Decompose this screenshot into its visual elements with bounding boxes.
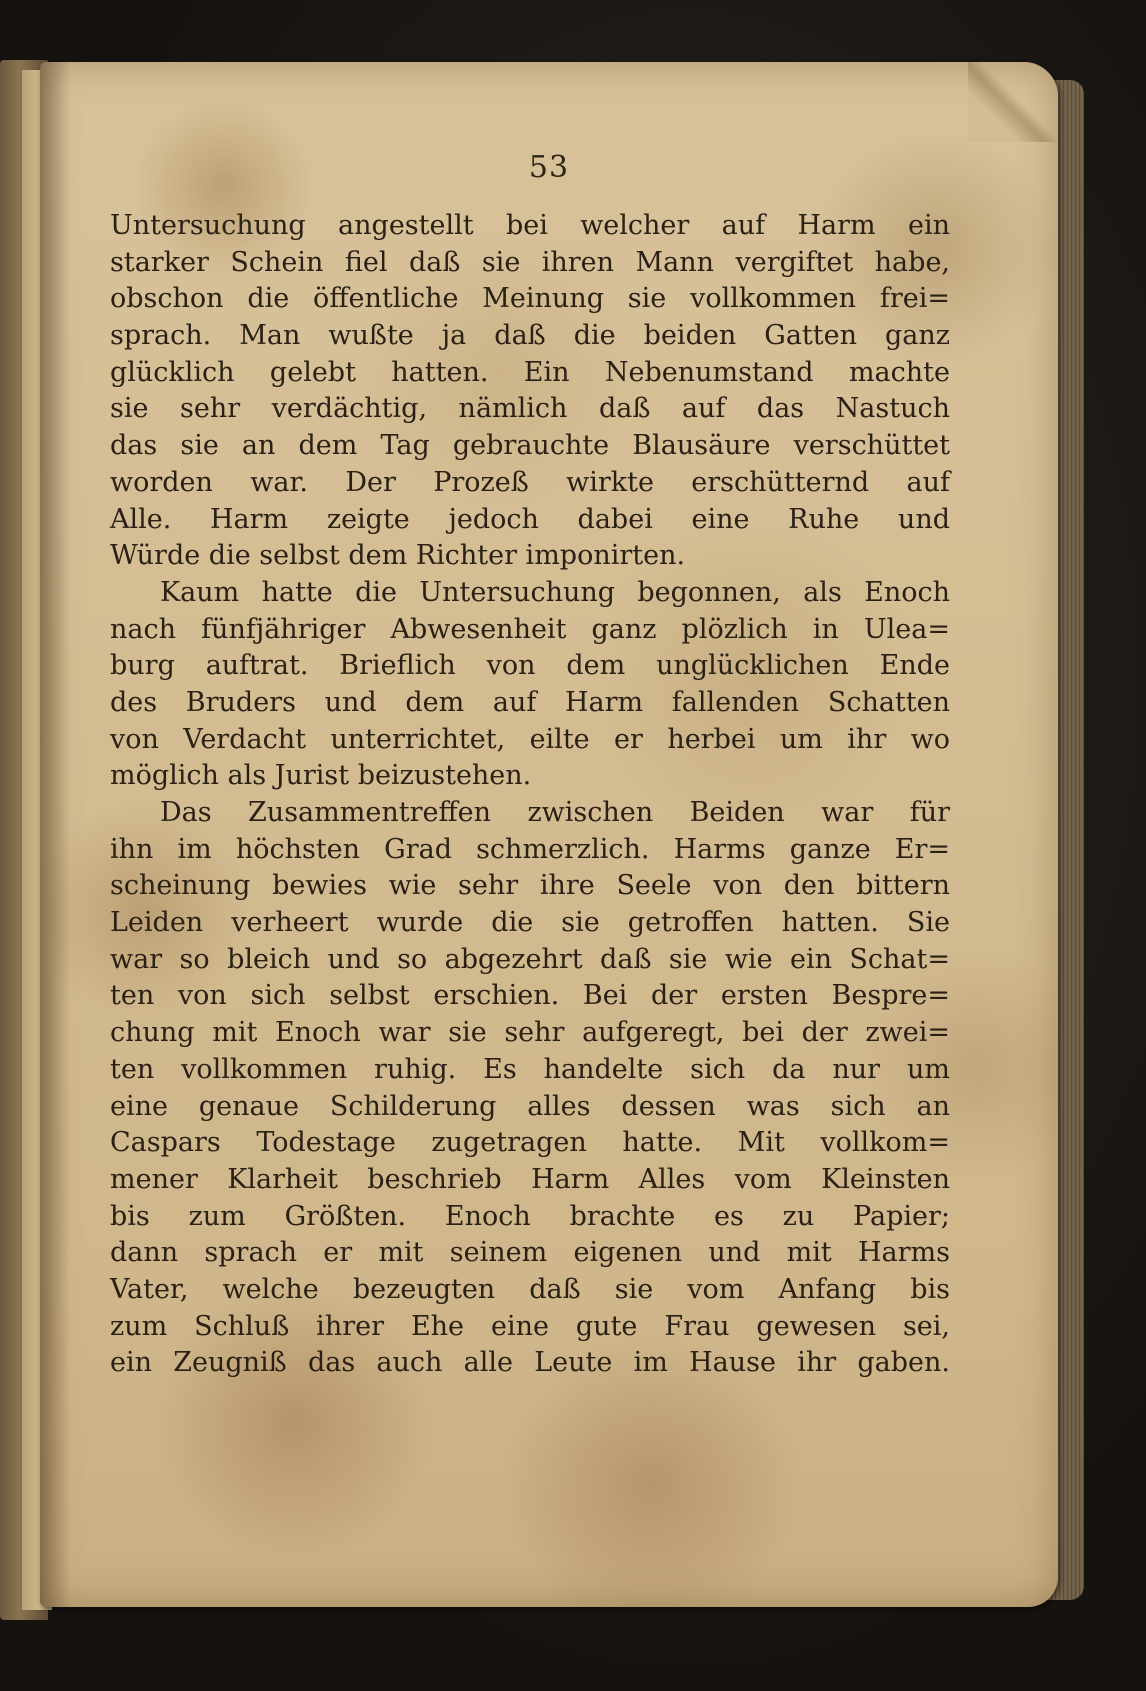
text-line: nach fünfjähriger Abwesenheit ganz plözlich in Ulea= [110,613,950,645]
text-line: von Verdacht unterrichtet, eilte er herbei um ihr wo [110,723,950,755]
gutter-shadow [40,62,70,1607]
text-line: war so bleich und so abgezehrt daß sie wie ein Schat= [110,943,950,975]
text-line: Leiden verheert wurde die sie getroffen hatten. Sie [110,907,950,939]
text-line: scheinung bewies wie sehr ihre Seele von den bittern [110,870,950,902]
text-line: ten von sich selbst erschien. Bei der ersten Bespre= [110,980,950,1012]
text-line: Würde die selbst dem Richter imponirten. [110,540,686,572]
text-line: möglich als Jurist beizustehen. [110,760,532,792]
text-line: sprach. Man wußte ja daß die beiden Gatten ganz [110,320,950,352]
text-line: zum Schluß ihrer Ehe eine gute Frau gewesen sei, [110,1310,950,1342]
text-line: Das Zusammentreffen zwischen Beiden war für [160,797,950,828]
text-line: bis zum Größten. Enoch brachte es zu Papier; [110,1200,950,1232]
corner-fold [968,62,1058,142]
text-line: des Bruders und dem auf Harm fallenden Schatten [110,686,950,718]
text-line: worden war. Der Prozeß wirkte erschütternd auf [110,466,950,498]
text-line: sie sehr verdächtig, nämlich daß auf das Nastuch [110,393,950,425]
text-line: ein Zeugniß das auch alle Leute im Hause ihr gaben. [110,1347,950,1379]
text-line: chung mit Enoch war sie sehr aufgeregt, bei der zwei= [110,1017,950,1049]
text-line: obschon die öffentliche Meinung sie vollkommen frei= [110,283,950,315]
text-line: starker Schein fiel daß sie ihren Mann vergiftet habe, [110,246,950,278]
book-page [40,62,1058,1607]
text-line: Vater, welche bezeugten daß sie vom Anfang bis [110,1273,950,1305]
text-line: Caspars Todestage zugetragen hatte. Mit vollkom= [110,1127,950,1159]
text-line: glücklich gelebt hatten. Ein Nebenumstand machte [110,356,950,388]
text-line: dann sprach er mit seinem eigenen und mit Harms [110,1237,950,1269]
text-line: burg auftrat. Brieflich von dem unglücklichen Ende [110,650,950,682]
text-line: eine genaue Schilderung alles dessen was sich an [110,1090,950,1122]
text-line: ten vollkommen ruhig. Es handelte sich da nur um [110,1053,950,1085]
text-line: mener Klarheit beschrieb Harm Alles vom Kleinsten [110,1163,950,1195]
text-line: Alle. Harm zeigte jedoch dabei eine Ruhe und [110,503,950,535]
text-line: Kaum hatte die Untersuchung begonnen, als Enoch [160,576,950,608]
text-line: das sie an dem Tag gebrauchte Blausäure verschüttet [110,430,950,462]
text-line: ihn im höchsten Grad schmerzlich. Harms ganze Er= [110,833,950,865]
body-text [110,208,950,1382]
page-number: 53 [528,150,570,185]
text-line: Untersuchung angestellt bei welcher auf Harm ein [110,210,950,241]
